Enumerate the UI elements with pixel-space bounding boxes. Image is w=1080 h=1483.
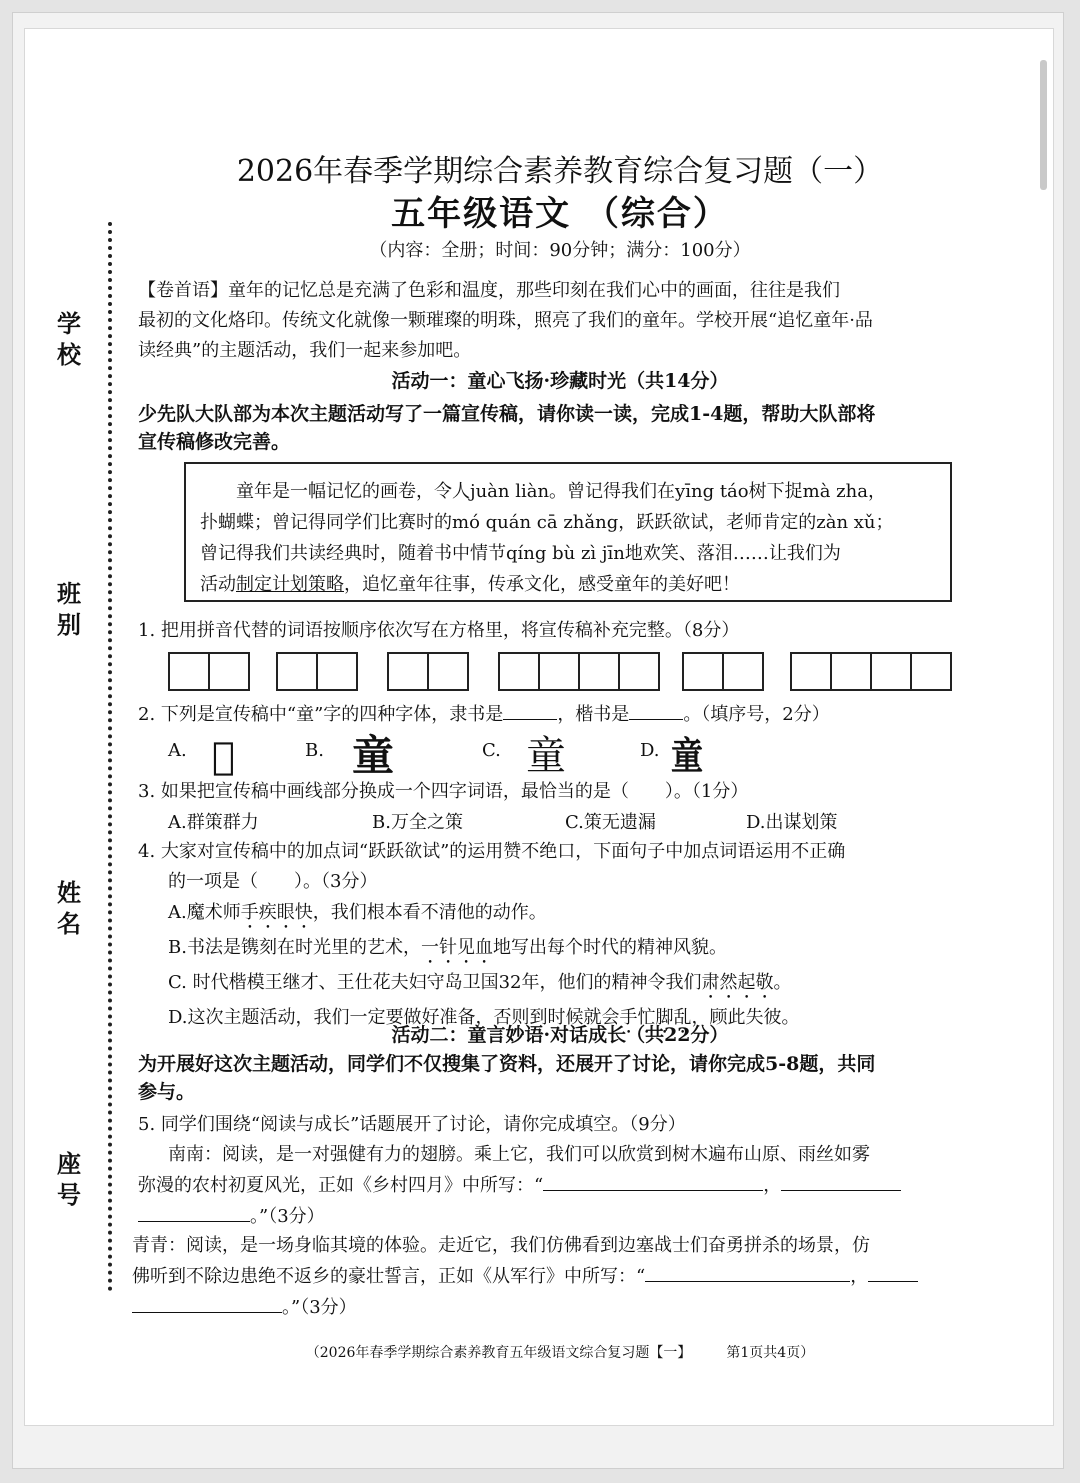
school-label: 学 校 xyxy=(57,309,81,369)
question-4: 4. 大家对宣传稿中的加点词“跃跃欲试”的运用赞不绝口，下面句子中加点词语运用不正确 的一项是（ ）。（3分） xyxy=(138,841,846,892)
answer-grid-2[interactable] xyxy=(276,652,358,691)
q3-option-b: B.万全之策 xyxy=(372,812,463,833)
answer-blank[interactable] xyxy=(543,1170,763,1191)
q3-option-c: C.策无遗漏 xyxy=(565,812,656,833)
activity2-instruction: 为开展好这次主题活动，同学们不仅搜集了资料，还展开了讨论，请你完成5-8题，共同 参与。 xyxy=(138,1053,876,1103)
q4-option-d: D.这次主题活动，我们一定要做好准备，否则到时候就会手忙脚乱，顾此失彼。 xyxy=(168,1007,800,1028)
answer-blank[interactable] xyxy=(645,1261,850,1282)
seat-label: 座 号 xyxy=(57,1149,81,1209)
question-2: 2. 下列是宣传稿中“童”字的四种字体，隶书是 ，楷书是 。（填序号，2分） xyxy=(138,699,983,730)
exam-subject-title: 五年级语文 （综合） xyxy=(391,194,729,234)
name-label: 姓 名 xyxy=(57,878,81,938)
answer-grid-3[interactable] xyxy=(387,652,469,691)
grid-cell[interactable] xyxy=(168,652,210,691)
answer-blank[interactable] xyxy=(503,699,557,720)
q4-option-a: A.魔术师手疾眼快，我们根本看不清他的动作。 xyxy=(168,902,547,923)
grid-cell[interactable] xyxy=(910,652,952,691)
class-label: 班 别 xyxy=(57,579,81,639)
answer-blank[interactable] xyxy=(781,1170,901,1191)
activity1-title: 活动一：童心飞扬·珍藏时光（共14分） xyxy=(391,370,729,392)
grid-cell[interactable] xyxy=(790,652,832,691)
grid-cell[interactable] xyxy=(427,652,469,691)
grid-cell[interactable] xyxy=(682,652,724,691)
q4-option-b: B.书法是镌刻在时光里的艺术，一针见血地写出每个时代的精神风貌。 xyxy=(168,937,727,958)
grid-cell[interactable] xyxy=(208,652,250,691)
answer-blank[interactable] xyxy=(138,1201,250,1222)
grid-cell[interactable] xyxy=(538,652,580,691)
seal-script-glyph: 𤰻 xyxy=(212,734,235,778)
option-label: B. xyxy=(305,740,324,761)
grid-cell[interactable] xyxy=(498,652,540,691)
option-label: C. xyxy=(482,740,501,761)
seal-glyph: 童 xyxy=(670,733,704,778)
grid-cell[interactable] xyxy=(618,652,660,691)
grid-cell[interactable] xyxy=(578,652,620,691)
grid-cell[interactable] xyxy=(870,652,912,691)
answer-grid-4[interactable] xyxy=(498,652,660,691)
grid-cell[interactable] xyxy=(722,652,764,691)
question-5: 5. 同学们围绕“阅读与成长”话题展开了讨论，请你完成填空。（9分） xyxy=(138,1114,686,1135)
question-1: 1. 把用拼音代替的词语按顺序依次写在方格里，将宣传稿补充完整。（8分） xyxy=(138,620,740,641)
exam-title: 2026年春季学期综合素养教育综合复习题（一） xyxy=(236,154,884,189)
answer-blank[interactable] xyxy=(868,1261,918,1282)
q4-options xyxy=(168,898,978,1038)
promo-passage-box: 童年是一幅记忆的画卷，令人juàn liàn。曾记得我们在yīng táo树下捉mà zha， 扑蝴蝶；曾记得同学们比赛时的mó quán cā zhǎng，跃跃欲试，老师肯定的zàn xǔ； 曾记得我们共读经典时，随着书中情节qíng bù zì jīn地欢笑、落泪……让我们为 活动制定计划策略，追忆童年往事，传承文化，感受童年的美好吧！ xyxy=(184,462,952,602)
answer-grid-6[interactable] xyxy=(790,652,952,691)
q4-option-c: C. 时代楷模王继才、王仕花夫妇守岛卫国32年，他们的精神令我们肃然起敬。 xyxy=(168,972,792,993)
answer-grid-1[interactable] xyxy=(168,652,250,691)
activity1-instruction: 少先队大队部为本次主题活动写了一篇宣传稿，请你读一读，完成1-4题，帮助大队部将 宣传稿修改完善。 xyxy=(138,403,876,453)
q5-qingqing: 青青：阅读，是一场身临其境的体验。走近它，我们仿佛看到边塞战士们奋勇拼杀的场景，仿 佛听到不除边患绝不返乡的豪壮誓言，正如《从军行》中所写：“ ， 。”（3分） xyxy=(132,1231,992,1323)
regular-script-glyph: 童 xyxy=(526,733,566,779)
binding-dotted-line xyxy=(108,222,112,1292)
grid-cell[interactable] xyxy=(316,652,358,691)
page-footer: （2026年春季学期综合素养教育五年级语文综合复习题【一】 第1页共4页） xyxy=(305,1345,815,1361)
exam-info: （内容：全册；时间：90分钟；满分：100分） xyxy=(369,240,751,261)
q3-option-a: A.群策群力 xyxy=(168,812,259,833)
scrollbar[interactable] xyxy=(1040,60,1047,190)
underlined-phrase: 制定计划策略 xyxy=(236,574,344,595)
activity2-title: 活动二：童言妙语·对话成长（共22分） xyxy=(391,1024,729,1046)
grid-cell[interactable] xyxy=(387,652,429,691)
bold-script-glyph: 童 xyxy=(352,731,395,780)
question-3: 3. 如果把宣传稿中画线部分换成一个四字词语，最恰当的是（ ）。（1分） xyxy=(138,781,749,802)
option-label: A. xyxy=(168,740,187,761)
foreword: 【卷首语】童年的记忆总是充满了色彩和温度，那些印刻在我们心中的画面，往往是我们 最初的文化烙印。传统文化就像一颗璀璨的明珠，照亮了我们的童年。学校开展“追忆童年·品 读经典”的主题活动，我们一起来参加吧。 xyxy=(138,280,873,361)
answer-blank[interactable] xyxy=(629,699,683,720)
answer-blank[interactable] xyxy=(132,1292,282,1313)
q5-nannan: 南南：阅读，是一对强健有力的翅膀。乘上它，我们可以欣赏到树木遍布山原、雨丝如雾 弥漫的农村初夏风光，正如《乡村四月》中所写：“ ， 。”（3分） xyxy=(138,1140,983,1232)
option-label: D. xyxy=(640,740,660,761)
q3-option-d: D.出谋划策 xyxy=(746,812,838,833)
answer-grid-5[interactable] xyxy=(682,652,764,691)
grid-cell[interactable] xyxy=(276,652,318,691)
grid-cell[interactable] xyxy=(830,652,872,691)
